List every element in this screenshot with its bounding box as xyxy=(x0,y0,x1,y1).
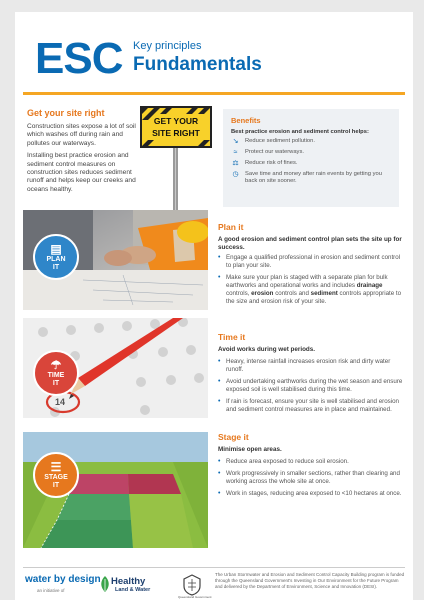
benefit-text: Protect our waterways. xyxy=(245,149,304,155)
time-it-list xyxy=(218,358,406,417)
benefit-text: Reduce risk of fines. xyxy=(245,160,298,166)
time-it-badge xyxy=(33,350,79,396)
funding-statement: The Urban Stormwater and Erosion and Sediment Control Capacity Building program is funded through the Queensland Government's Investing in Our Environment for the Future Program and delivered by the Department of Environment, Science and Innovation (DESI). xyxy=(215,572,405,589)
get-your-site-right-sign xyxy=(137,104,215,212)
money-clock-icon: ◷ xyxy=(232,171,239,178)
list-item: • Make sure your plan is staged with a separate plan for bulk earthworks and operational works and includes drainage controls, erosion controls and sediment controls appropriate to the size and erosion risk of your site. xyxy=(218,274,406,306)
stage-it-badge xyxy=(33,452,79,498)
list-item: • Heavy, intense rainfall increases erosion risk and dirty water runoff. xyxy=(218,358,406,374)
stage-it-list xyxy=(218,458,406,502)
intro-paragraph: Construction sites expose a lot of soil which washes off during rain and pollutes our waterways. xyxy=(27,123,136,147)
list-item: • Engage a qualified professional in erosion and sediment control to plan your site. xyxy=(218,254,406,270)
benefit-text: Save time and money after rain events by getting you back on site sooner. xyxy=(245,171,382,184)
leaf-icon xyxy=(99,575,111,593)
badge-text: IT xyxy=(52,481,60,489)
benefit-item xyxy=(231,138,391,146)
list-item: • Work in stages, reducing area exposed to <10 hectares at once. xyxy=(218,490,406,498)
time-it-subtitle: Avoid works during wet periods. xyxy=(218,346,316,353)
chart-down-icon: ↘ xyxy=(232,138,239,145)
badge-text: TIME xyxy=(47,371,65,379)
page-footer xyxy=(15,570,413,600)
benefit-item xyxy=(231,160,391,168)
benefit-item xyxy=(231,149,391,157)
list-item: • If rain is forecast, ensure your site is well stabilised and erosion and sediment control measures are in place and maintained. xyxy=(218,398,406,414)
list-item: • Work progressively in smaller sections, rather than clearing and working across the whole site at once. xyxy=(218,470,406,486)
logo-subtext: an initiative of xyxy=(37,588,65,593)
plan-it-list xyxy=(218,254,406,309)
badge-text: STAGE xyxy=(44,473,68,481)
time-it-title: Time it xyxy=(218,332,246,342)
badge-text: PLAN xyxy=(46,255,66,263)
benefit-item xyxy=(231,171,391,185)
list-item: • Avoid undertaking earthworks during the wet season and ensure exposed soil is well stabilised during this time. xyxy=(218,378,406,394)
wave-icon: ≈ xyxy=(233,149,238,156)
healthy-land-water-logo: Healthy xyxy=(111,576,146,587)
document-page xyxy=(15,12,413,600)
title-abbr: ESC xyxy=(35,34,123,83)
page-title: Fundamentals xyxy=(133,54,262,75)
plan-it-subtitle: A good erosion and sediment control plan sets the site up for success. xyxy=(218,236,402,251)
stage-it-subtitle: Minimise open areas. xyxy=(218,446,282,453)
water-by-design-logo: water by design xyxy=(25,574,101,585)
benefits-title: Benefits xyxy=(231,116,261,125)
benefits-box xyxy=(223,109,399,207)
plan-it-badge xyxy=(33,234,79,280)
intro-paragraph: Installing best practice erosion and sediment control measures on construction sites reduces sediment runoff and helps keep our creeks and oceans healthy. xyxy=(27,152,136,193)
intro-title: Get your site right xyxy=(27,108,105,118)
header-divider xyxy=(23,92,405,95)
list-item: • Reduce area exposed to reduce soil erosion. xyxy=(218,458,406,466)
plan-it-title: Plan it xyxy=(218,222,244,232)
layers-icon: ☰ xyxy=(50,459,62,474)
page-header xyxy=(15,12,413,82)
stage-it-title: Stage it xyxy=(218,432,249,442)
badge-text: IT xyxy=(52,379,60,387)
badge-text: IT xyxy=(52,263,60,271)
intro-text xyxy=(27,123,139,198)
footer-divider xyxy=(23,567,405,568)
healthy-land-water-subtitle: Land & Water xyxy=(115,587,151,593)
calendar-day: 14 xyxy=(55,397,66,407)
sign-line: SITE RIGHT xyxy=(152,128,200,138)
benefit-text: Reduce sediment pollution. xyxy=(245,138,315,144)
document-icon: ▤ xyxy=(50,241,62,256)
gavel-icon: ⚖ xyxy=(232,160,239,167)
queensland-government-label: Queensland Government xyxy=(178,595,212,599)
queensland-crest-icon xyxy=(180,573,204,597)
benefits-heading: Best practice erosion and sediment control helps: xyxy=(231,129,369,135)
umbrella-icon: ☂ xyxy=(50,357,62,372)
sign-line: GET YOUR xyxy=(153,116,199,126)
kicker-text: Key principles xyxy=(133,40,202,52)
